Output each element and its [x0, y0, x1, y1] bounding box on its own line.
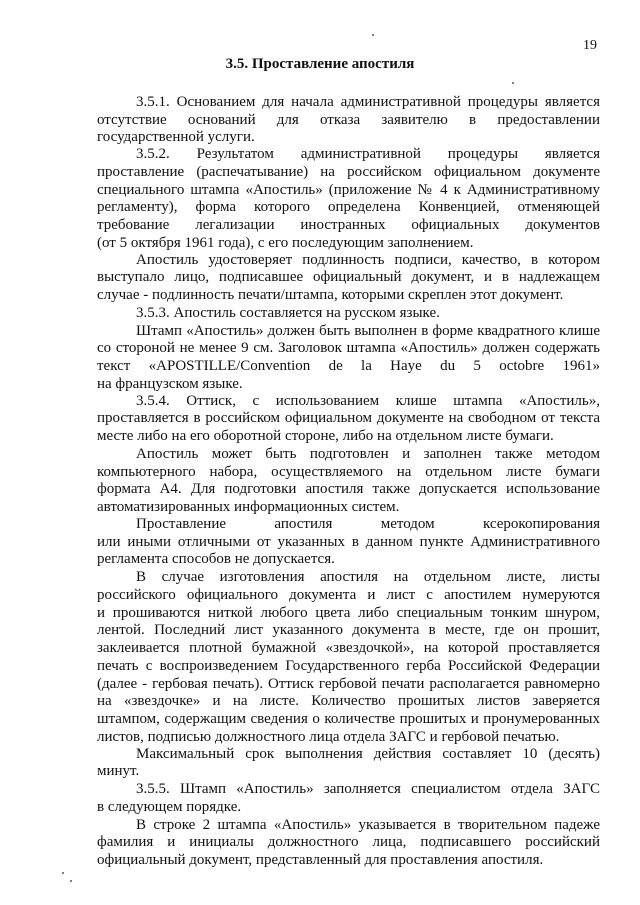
text-line: листов, подписью должностного лица отдела ЗАГС и гербовой печатью. — [97, 728, 560, 745]
text-line: (далее - гербовая печать). Оттиск гербовой печати располагается равномерно — [97, 675, 600, 692]
text-line: 3.5.1. Основанием для начала административной процедуры является — [136, 94, 600, 110]
scan-speck — [512, 82, 514, 84]
text-line: выступало лицо, подписавшее официальный документ, и в надлежащем — [97, 269, 600, 286]
text-line: специального штампа «Апостиль» (приложение № 4 к Административному — [97, 181, 600, 198]
scan-speck — [62, 872, 64, 874]
text-line: Апостиль удостоверяет подлинность подписи, качество, в котором — [136, 251, 600, 268]
text-line: печать с воспроизведением Государственного герба Российской Федерации — [97, 657, 600, 674]
text-line: Максимальный срок выполнения действия составляет 10 (десять) — [136, 745, 600, 762]
text-line: 3.5.5. Штамп «Апостиль» заполняется специалистом отдела ЗАГС — [136, 781, 600, 798]
text-line: и прошиваются ниткой любого цвета либо специальным тонким шнуром, — [97, 604, 600, 621]
text-line: текст «APOSTILLE/Convention de la Haye du 5 octobre 1961» — [97, 358, 600, 375]
text-line: со стороной не менее 9 см. Заголовок штампа «Апостиль» должен содержать — [97, 340, 600, 357]
text-line: или иными отличными от указанных в данном пункте Административного — [97, 533, 600, 550]
text-line: Апостиль может быть подготовлен и заполнен также методом — [136, 445, 600, 462]
text-line: месте либо на его оборотной стороне, либо на отдельном листе бумаги. — [97, 428, 554, 445]
text-line: лентой. Последний лист указанного документа в месте, где он прошит, — [97, 622, 600, 639]
text-line: формата А4. Для подготовки апостиля также допускается использование — [97, 481, 600, 498]
text-line: в следующем порядке. — [97, 798, 242, 815]
text-line: штампом, содержащим сведения о количестве прошитых и пронумерованных — [97, 711, 600, 728]
text-line: отсутствие оснований для отказа заявителю в предоставлении — [97, 111, 600, 128]
text-line: фамилия и инициалы должностного лица, подписавшего российский — [97, 834, 600, 851]
text-line: компьютерного набора, осуществляемого на отдельном листе бумаги — [97, 463, 600, 480]
text-line: 3.5.4. Оттиск, с использованием клише штампа «Апостиль», — [136, 392, 600, 409]
page-number: 19 — [583, 38, 597, 53]
scan-speck — [70, 880, 72, 882]
text-line: государственной услуги. — [97, 129, 255, 146]
text-line: автоматизированных информационных систем. — [97, 499, 400, 516]
text-line: проставляется в российском официальном документе на свободном от текста — [97, 410, 600, 427]
text-line: В строке 2 штампа «Апостиль» указывается в творительном падеже — [136, 816, 600, 833]
text-line: 3.5.2. Результатом административной процедуры является — [136, 146, 600, 163]
text-line: Проставление апостиля методом ксерокопирования — [136, 515, 600, 532]
text-line: заклеивается плотной бумажной «звездочкой», на которой проставляется — [97, 640, 600, 657]
text-line: регламенту), форма которого определена Конвенцией, отменяющей — [97, 199, 600, 216]
text-line: В случае изготовления апостиля на отдельном листе, листы — [136, 569, 600, 586]
text-line: проставление (распечатывание) на российском официальном документе — [97, 164, 600, 180]
text-line: на французском языке. — [97, 375, 243, 392]
text-line: (от 5 октября 1961 года), с его последующим заполнением. — [97, 234, 474, 251]
scan-speck — [372, 34, 374, 36]
text-line: случае - подлинность печати/штампа, которыми скреплен этот документ. — [97, 287, 564, 304]
text-line: требование легализации иностранных официальных документов — [97, 217, 600, 234]
text-line: 3.5.3. Апостиль составляется на русском языке. — [136, 304, 440, 321]
text-line: минут. — [97, 763, 140, 780]
text-line: российского официального документа и лист с апостилем нумеруются — [97, 586, 600, 603]
section-heading: 3.5. Проставление апостиля — [225, 56, 415, 72]
text-line: регламента способов не допускается. — [97, 551, 335, 568]
text-line: на «звездочке» и на листе. Количество прошитых листов заверяется — [97, 693, 600, 710]
text-line: Штамп «Апостиль» должен быть выполнен в форме квадратного клише — [136, 322, 600, 339]
text-line: официальный документ, представленный для проставления апостиля. — [97, 852, 544, 868]
